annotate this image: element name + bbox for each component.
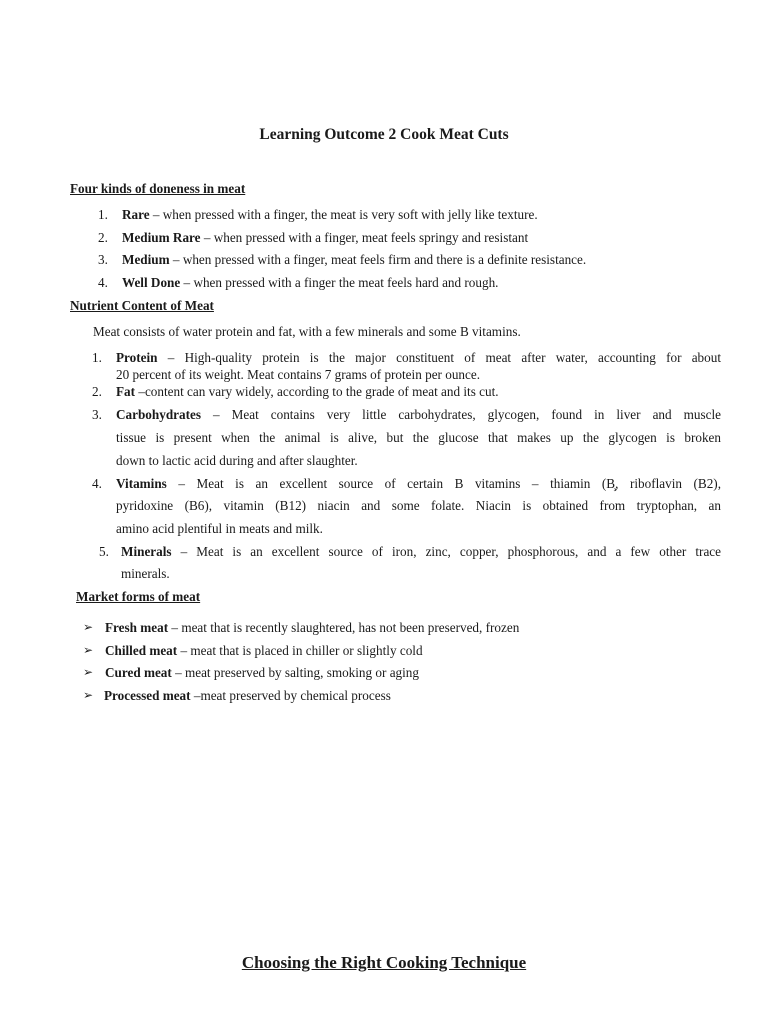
section-title: Choosing the Right Cooking Technique [241, 953, 527, 972]
item-text: – when pressed with a finger, meat feels springy and resistant [200, 230, 529, 245]
list-item [98, 275, 499, 291]
term-medium: Medium [122, 252, 170, 267]
list-number: 3. [98, 252, 108, 267]
term-chilled-meat: Chilled meat [105, 643, 178, 658]
list-number: 4. [98, 275, 108, 290]
item-text-line: 20 percent of its weight. Meat contains 7 grams of protein per ounce. [116, 367, 481, 382]
arrow-bullet-icon: ➢ [83, 665, 94, 679]
list-number: 5. [99, 544, 109, 559]
list-number: 3. [92, 407, 102, 422]
item-text: – when pressed with a finger the meat feels hard and rough. [180, 275, 499, 290]
item-text: – meat that is recently slaughtered, has not been preserved, frozen [168, 620, 520, 635]
arrow-bullet-icon: ➢ [83, 620, 94, 634]
term-fat: Fat [116, 384, 136, 399]
list-item [98, 230, 529, 246]
item-text: – Meat contains very little carbohydrates, glycogen, found in liver and muscle [201, 407, 721, 422]
item-text: – meat that is placed in chiller or slightly cold [177, 643, 423, 658]
item-text: – when pressed with a finger, the meat is very soft with jelly like texture. [149, 207, 538, 222]
term-minerals: Minerals [121, 544, 172, 559]
list-number: 1. [92, 350, 102, 365]
item-text-line: minerals. [121, 566, 170, 581]
nutrient-heading: Nutrient Content of Meat [70, 298, 214, 313]
list-item [116, 350, 721, 366]
list-number: 2. [92, 384, 102, 399]
item-text-line: amino acid plentiful in meats and milk. [116, 521, 323, 536]
term-well-done: Well Done [122, 275, 181, 290]
arrow-bullet-icon: ➢ [83, 643, 94, 657]
item-text: – meat preserved by salting, smoking or aging [171, 665, 419, 680]
item-text-line: tissue is present when the animal is alive, but the glucose that makes up the glycogen is broken [116, 430, 721, 445]
term-carbohydrates: Carbohydrates [116, 407, 201, 422]
list-item [121, 544, 721, 560]
page-title: Learning Outcome 2 Cook Meat Cuts [259, 126, 509, 143]
item-text-line: pyridoxine (B6), vitamin (B12) niacin and some folate. Niacin is obtained from tryptophan, an [116, 498, 721, 513]
nutrient-intro: Meat consists of water protein and fat, with a few minerals and some B vitamins. [93, 324, 521, 339]
term-cured-meat: Cured meat [105, 665, 172, 680]
term-vitamins: Vitamins [116, 476, 167, 491]
term-protein: Protein [116, 350, 158, 365]
list-number: 4. [92, 476, 102, 491]
list-item [98, 207, 538, 223]
term-fresh-meat: Fresh meat [105, 620, 169, 635]
list-item [116, 384, 499, 400]
item-text: –meat preserved by chemical process [190, 688, 391, 703]
item-text: – Meat is an excellent source of certain B vitamins – thiamin (B̧, riboflavin (B2), [166, 476, 721, 491]
item-text: –content can vary widely, according to the grade of meat and its cut. [135, 384, 499, 399]
item-text-line: down to lactic acid during and after slaughter. [116, 453, 358, 468]
list-item [116, 407, 721, 423]
term-medium-rare: Medium Rare [122, 230, 201, 245]
list-item [116, 476, 721, 492]
list-number: 1. [98, 207, 108, 222]
item-text: – High-quality protein is the major constituent of meat after water, accounting for about [157, 350, 721, 365]
term-rare: Rare [122, 207, 150, 222]
item-text: – when pressed with a finger, meat feels firm and there is a definite resistance. [169, 252, 587, 267]
arrow-bullet-icon: ➢ [83, 688, 94, 702]
list-number: 2. [98, 230, 108, 245]
term-processed-meat: Processed meat [104, 688, 191, 703]
list-item [98, 252, 587, 268]
doneness-heading: Four kinds of doneness in meat [70, 181, 246, 196]
market-heading: Market forms of meat [76, 589, 201, 604]
item-text: – Meat is an excellent source of iron, zinc, copper, phosphorous, and a few other trace [171, 544, 721, 559]
